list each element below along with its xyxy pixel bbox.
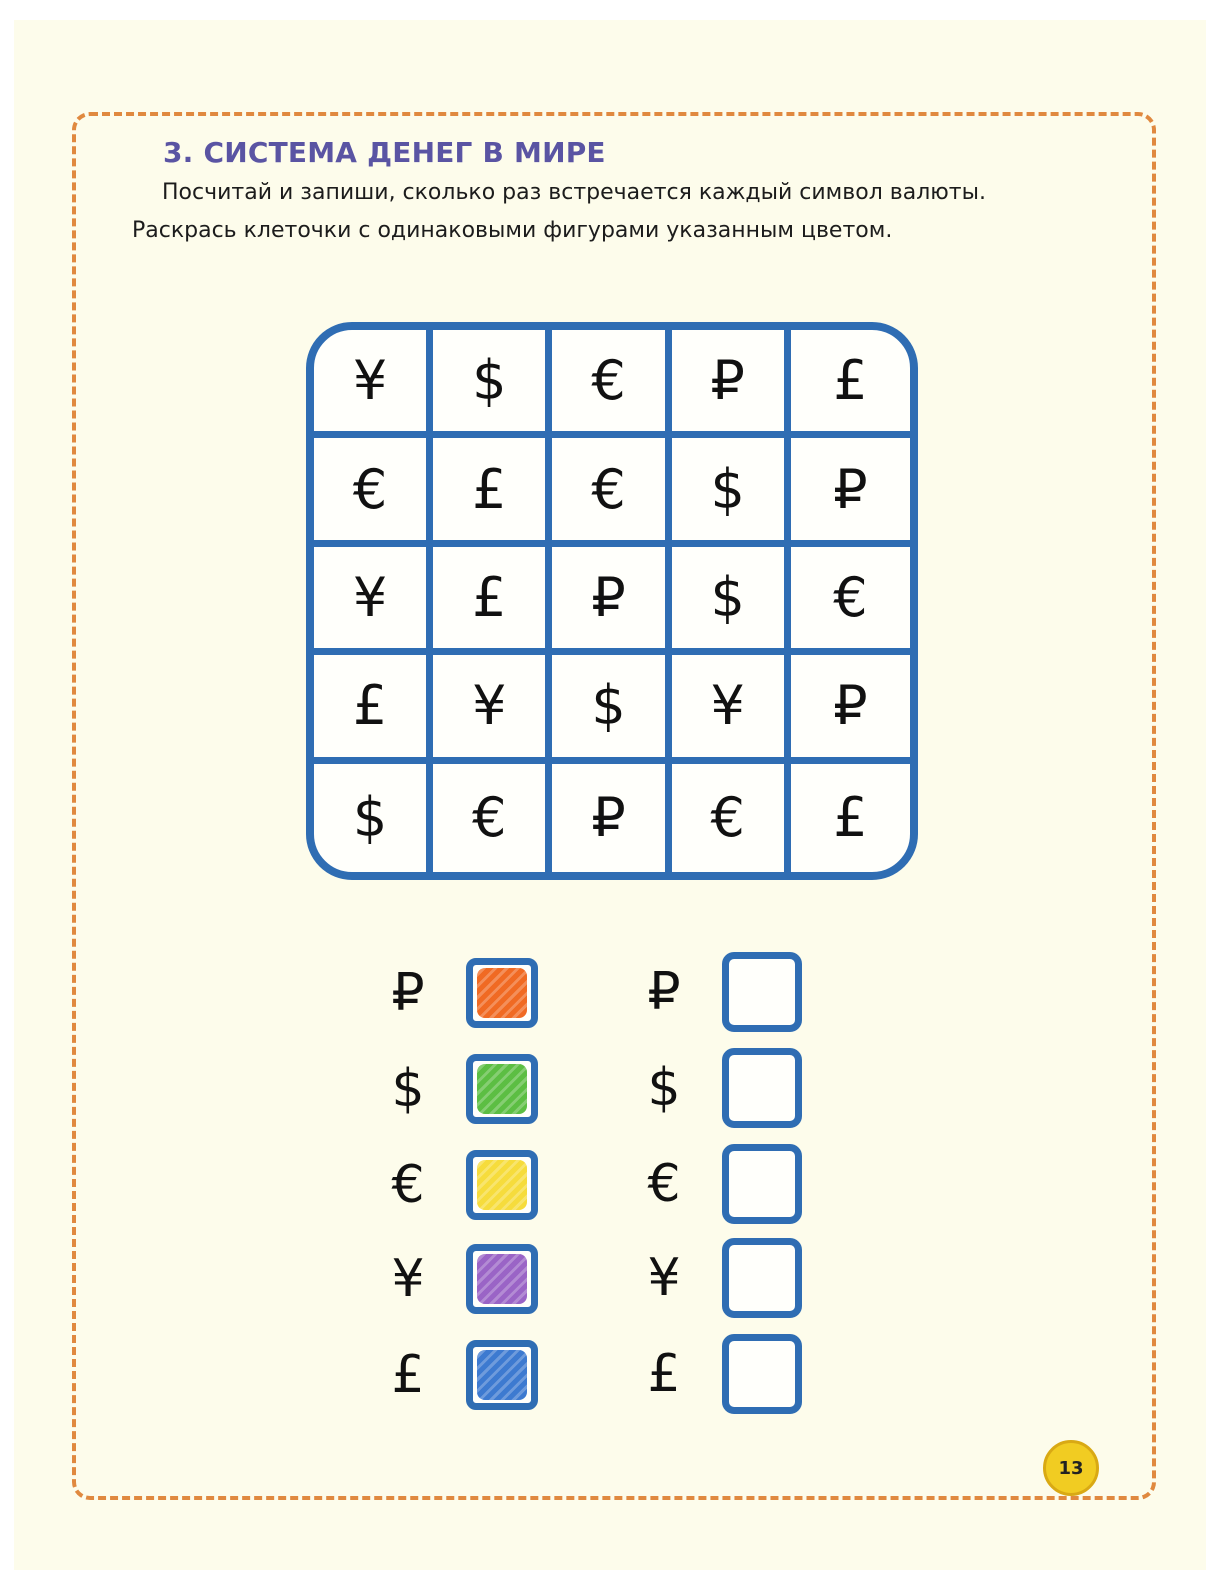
- color-swatch: [477, 1350, 527, 1400]
- count-answer-row: [634, 1238, 802, 1318]
- legend-currency-symbol: £: [391, 1345, 425, 1405]
- grid-cell[interactable]: €: [552, 330, 671, 438]
- count-answer-box[interactable]: [722, 1238, 802, 1318]
- color-sample-box: [466, 1054, 538, 1124]
- grid-cell[interactable]: £: [314, 655, 433, 763]
- answer-currency-symbol: $: [647, 1058, 681, 1118]
- legend-currency-symbol: ¥: [391, 1249, 425, 1309]
- answer-currency-symbol: £: [647, 1344, 681, 1404]
- grid-cell[interactable]: £: [433, 438, 552, 546]
- legend-currency-symbol: ₽: [391, 963, 425, 1023]
- legend-currency-symbol: $: [391, 1059, 425, 1119]
- grid-cell[interactable]: ₽: [552, 547, 671, 655]
- grid-cell[interactable]: ¥: [314, 330, 433, 438]
- grid-cell[interactable]: ₽: [552, 764, 671, 872]
- color-sample-box: [466, 1340, 538, 1410]
- count-answer-box[interactable]: [722, 1048, 802, 1128]
- count-answer-box[interactable]: [722, 1334, 802, 1414]
- grid-cell[interactable]: $: [433, 330, 552, 438]
- grid-cell[interactable]: ₽: [791, 438, 910, 546]
- color-sample-box: [466, 1244, 538, 1314]
- count-answer-box[interactable]: [722, 952, 802, 1032]
- grid-cell[interactable]: $: [672, 547, 791, 655]
- answer-currency-symbol: ₽: [647, 962, 681, 1022]
- grid-cell[interactable]: €: [433, 764, 552, 872]
- count-answer-row: [634, 952, 802, 1032]
- grid-cell[interactable]: £: [833, 786, 868, 850]
- grid-cell[interactable]: €: [552, 438, 671, 546]
- grid-cell[interactable]: €: [791, 547, 910, 655]
- color-swatch: [477, 968, 527, 1018]
- grid-cell[interactable]: ¥: [672, 655, 791, 763]
- color-legend-row: [378, 958, 538, 1028]
- color-swatch: [477, 1064, 527, 1114]
- color-sample-box: [466, 958, 538, 1028]
- grid-cell[interactable]: £: [433, 547, 552, 655]
- grid-cell[interactable]: ₽: [672, 330, 791, 438]
- grid-cell[interactable]: €: [672, 764, 791, 872]
- count-answer-row: [634, 1048, 802, 1128]
- legend-currency-symbol: €: [391, 1155, 425, 1215]
- color-swatch: [477, 1160, 527, 1210]
- instruction-line-2: Раскрась клеточки с одинаковыми фигурами указанным цветом.: [132, 218, 893, 243]
- grid-cell[interactable]: £: [791, 330, 910, 438]
- currency-grid: [306, 322, 918, 880]
- grid-cell[interactable]: ₽: [791, 655, 910, 763]
- answer-currency-symbol: €: [647, 1154, 681, 1214]
- grid-cell[interactable]: $: [314, 764, 433, 872]
- grid-cell[interactable]: $: [552, 655, 671, 763]
- count-answer-row: [634, 1144, 802, 1224]
- color-legend-row: [378, 1340, 538, 1410]
- exercise-title: 3. СИСТЕМА ДЕНЕГ В МИРЕ: [163, 136, 606, 169]
- color-legend-row: [378, 1244, 538, 1314]
- answer-currency-symbol: ¥: [647, 1248, 681, 1308]
- count-answer-row: [634, 1334, 802, 1414]
- color-swatch: [477, 1254, 527, 1304]
- grid-cell[interactable]: $: [672, 438, 791, 546]
- grid-cell[interactable]: ¥: [314, 547, 433, 655]
- grid-cell[interactable]: ¥: [433, 655, 552, 763]
- color-legend-row: [378, 1150, 538, 1220]
- page-number-badge: 13: [1043, 1440, 1099, 1496]
- grid-cell[interactable]: €: [314, 438, 433, 546]
- count-answer-box[interactable]: [722, 1144, 802, 1224]
- instruction-line-1: Посчитай и запиши, сколько раз встречается каждый символ валюты.: [162, 180, 986, 205]
- color-legend-row: [378, 1054, 538, 1124]
- color-sample-box: [466, 1150, 538, 1220]
